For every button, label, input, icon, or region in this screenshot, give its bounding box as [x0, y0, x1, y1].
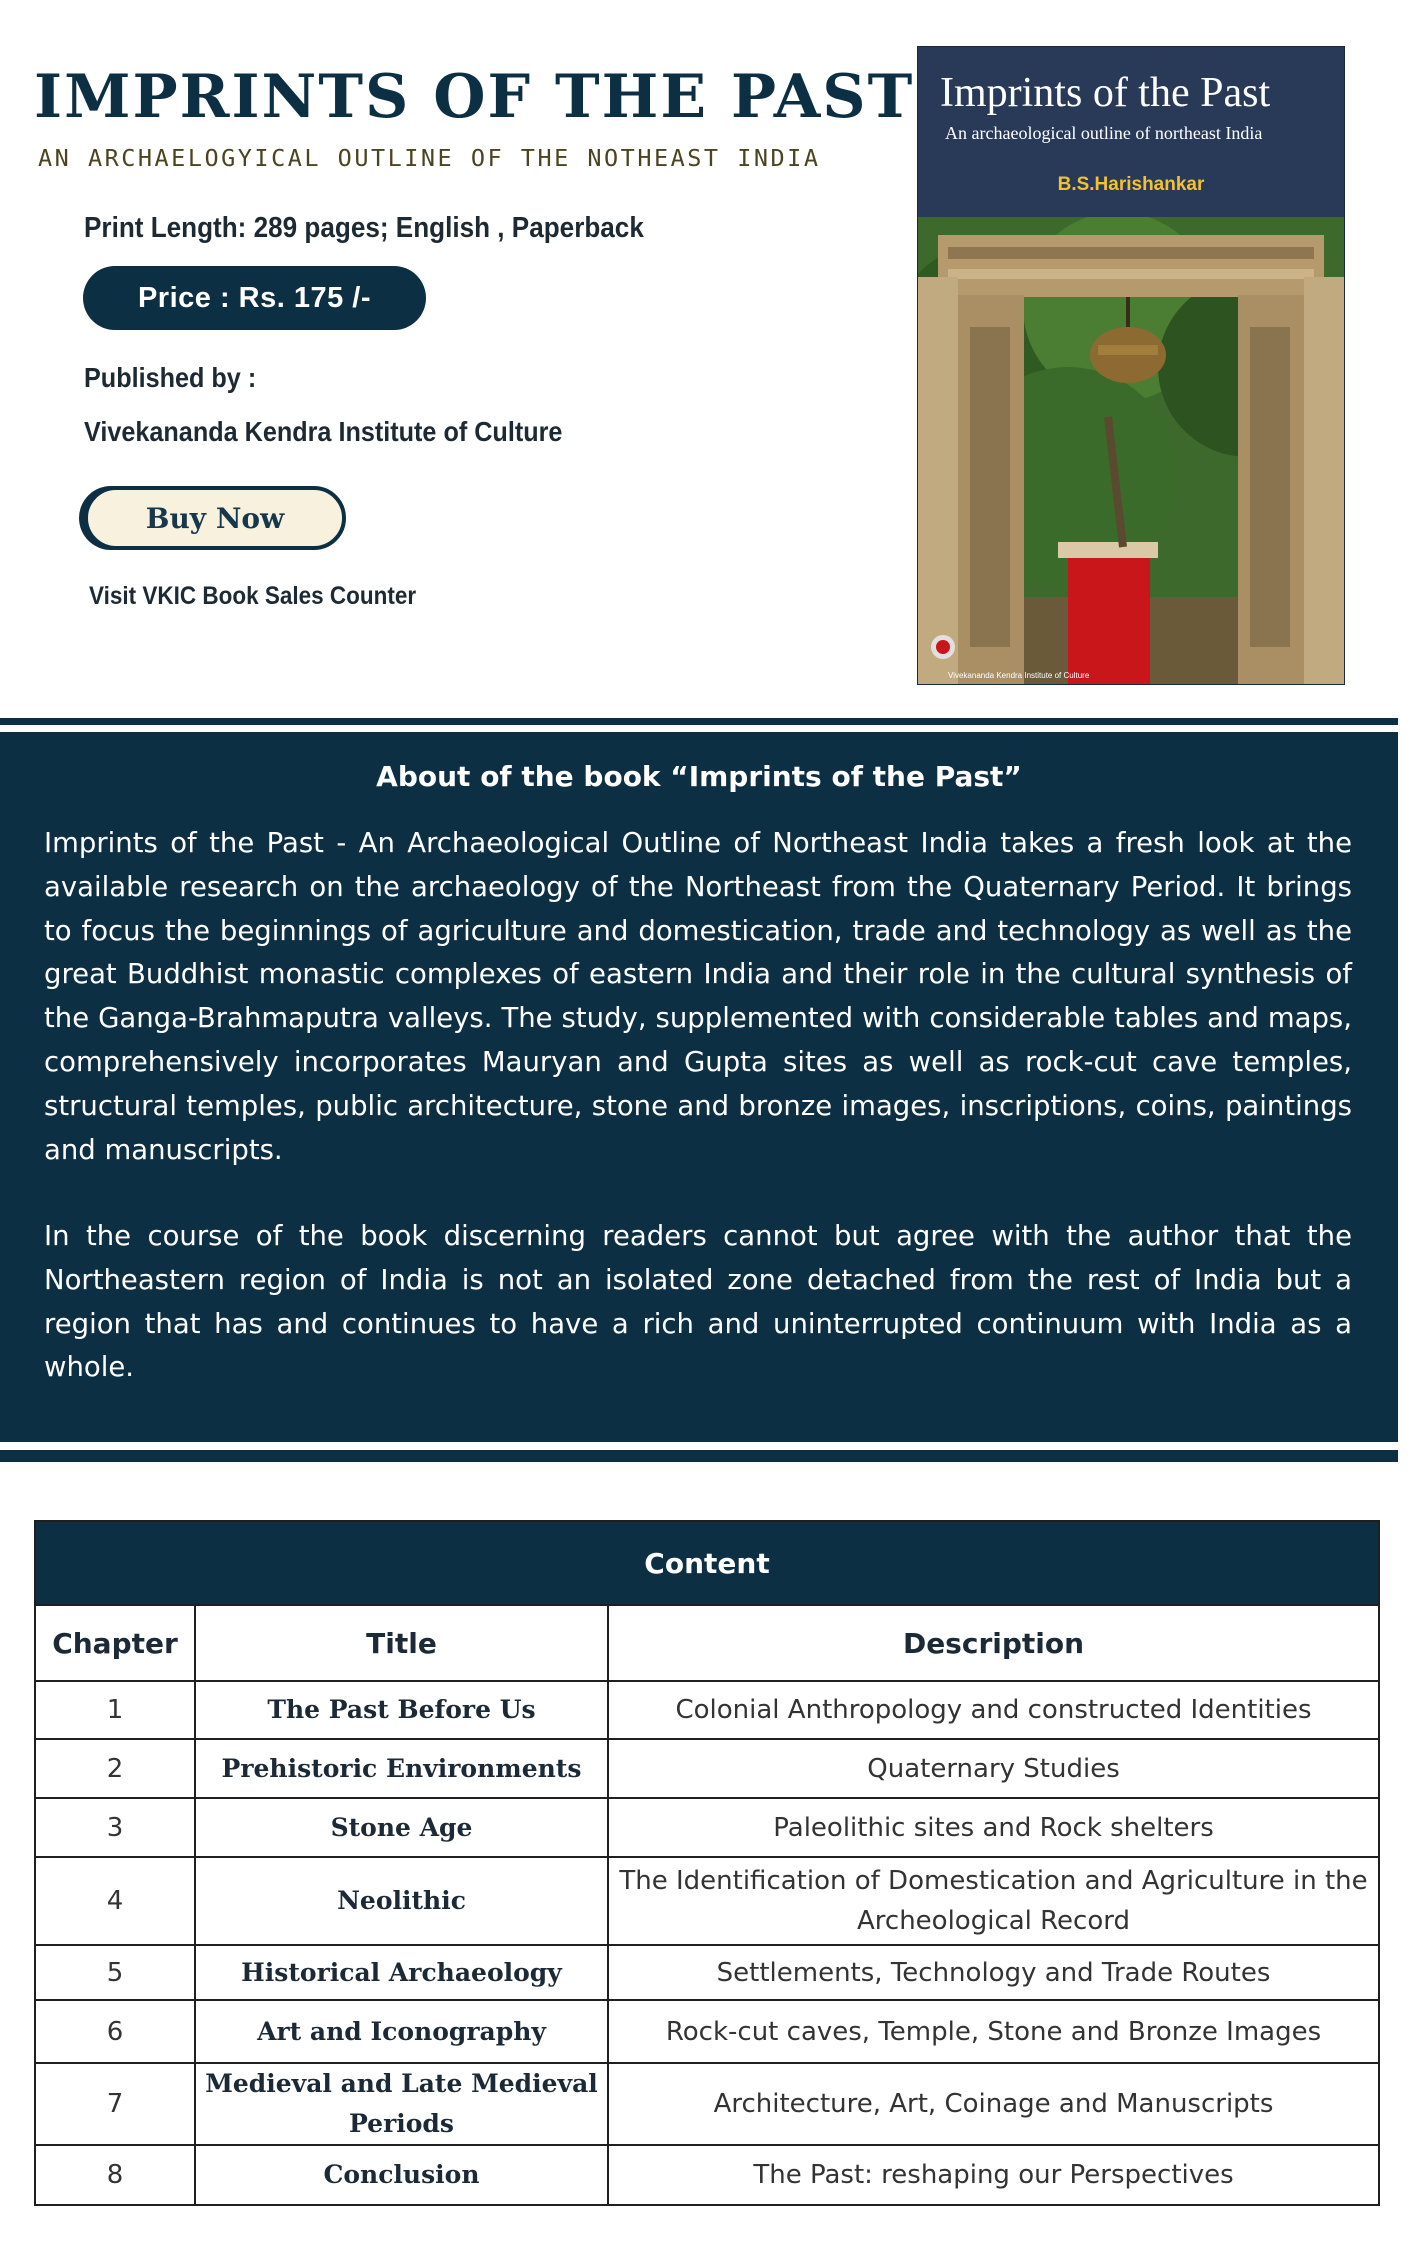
- chapter-title: Prehistoric Environments: [195, 1739, 608, 1798]
- table-row: [35, 2000, 1379, 2063]
- about-paragraph: In the course of the book discerning readers cannot but agree with the author that the Northeastern region of India is not an isolated zone detached from the rest of India but a region that has and continues to have a rich and uninterrupted continuum with India as a whole.: [44, 1220, 1352, 1384]
- cover-author: B.S.Harishankar: [1057, 174, 1205, 195]
- content-table-heading: Content: [35, 1521, 1379, 1605]
- chapter-description: Settlements, Technology and Trade Routes: [608, 1945, 1379, 2000]
- chapter-number: 3: [35, 1798, 195, 1857]
- table-row: [35, 1798, 1379, 1857]
- published-by-label: Published by :: [84, 362, 257, 393]
- chapter-number: 7: [35, 2063, 195, 2145]
- chapter-description: Architecture, Art, Coinage and Manuscripts: [608, 2063, 1379, 2145]
- table-row: [35, 1857, 1379, 1945]
- chapter-title: The Past Before Us: [195, 1681, 608, 1739]
- chapter-number: 2: [35, 1739, 195, 1798]
- book-hero: [0, 0, 1410, 710]
- chapter-title: Conclusion: [195, 2145, 608, 2205]
- table-row: [35, 1739, 1379, 1798]
- buy-now-label: Buy Now: [145, 501, 285, 535]
- chapter-title: Stone Age: [195, 1798, 608, 1857]
- table-row: [35, 1945, 1379, 2000]
- about-paragraph: Imprints of the Past - An Archaeological Outline of Northeast India takes a fresh look at the available research on the archaeology of the Northeast from the Quaternary Period. It brings to focus the beginnings of agriculture and domestication, trade and technology as well as the great Buddhist monastic complexes of eastern India and their role in the cultural synthesis of the Ganga-Brahmaputra valleys. The study, supplemented with considerable tables and maps, comprehensively incorporates Mauryan and Gupta sites as well as rock-cut cave temples, structural temples, public architecture, stone and bronze images, inscriptions, coins, paintings and manuscripts.: [44, 827, 1352, 1166]
- divider-top: [0, 718, 1398, 725]
- book-subtitle: AN ARCHAELOGYICAL OUTLINE OF THE NOTHEAST INDIA: [38, 144, 821, 172]
- about-heading: About of the book “Imprints of the Past”: [376, 760, 1022, 793]
- table-row: [35, 2145, 1379, 2205]
- chapter-title: Medieval and Late Medieval Periods: [195, 2063, 608, 2145]
- chapter-title: Art and Iconography: [195, 2000, 608, 2063]
- cover-footer: Vivekananda Kendra Institute of Culture: [948, 671, 1090, 680]
- chapter-title: Historical Archaeology: [195, 1945, 608, 2000]
- column-header-title: Title: [195, 1605, 608, 1681]
- cover-title: Imprints of the Past: [940, 70, 1271, 116]
- table-row: [35, 2063, 1379, 2145]
- column-header-description: Description: [608, 1605, 1379, 1681]
- chapter-number: 5: [35, 1945, 195, 2000]
- chapter-description: Colonial Anthropology and constructed Identities: [608, 1681, 1379, 1739]
- chapter-number: 1: [35, 1681, 195, 1739]
- buy-now-button[interactable]: [84, 486, 346, 550]
- chapter-title: Neolithic: [195, 1857, 608, 1945]
- chapter-number: 4: [35, 1857, 195, 1945]
- divider-bottom: [0, 1450, 1398, 1462]
- chapter-description: The Past: reshaping our Perspectives: [608, 2145, 1379, 2205]
- book-cover-image: [918, 47, 1344, 684]
- price-badge: [83, 266, 426, 330]
- book-title: IMPRINTS OF THE PAST: [34, 62, 915, 132]
- cover-subtitle: An archaeological outline of northeast India: [945, 123, 1263, 143]
- print-length: Print Length: 289 pages; English , Paperback: [84, 212, 644, 244]
- chapter-description: Paleolithic sites and Rock shelters: [608, 1798, 1379, 1857]
- column-header-chapter: Chapter: [35, 1605, 195, 1681]
- publisher-name: Vivekananda Kendra Institute of Culture: [84, 416, 563, 447]
- cover-photo-stone-gateway: [918, 217, 1344, 684]
- price-text: Price : Rs. 175 /-: [137, 281, 372, 314]
- chapter-number: 8: [35, 2145, 195, 2205]
- chapter-description: Quaternary Studies: [608, 1739, 1379, 1798]
- chapter-description: Rock-cut caves, Temple, Stone and Bronze Images: [608, 2000, 1379, 2063]
- chapter-number: 6: [35, 2000, 195, 2063]
- about-section: [0, 732, 1398, 1442]
- content-table: [34, 1520, 1378, 2206]
- visit-counter-text: Visit VKIC Book Sales Counter: [89, 582, 417, 610]
- chapter-description: The Identification of Domestication and Agriculture in the Archeological Record: [608, 1857, 1379, 1945]
- table-row: [35, 1681, 1379, 1739]
